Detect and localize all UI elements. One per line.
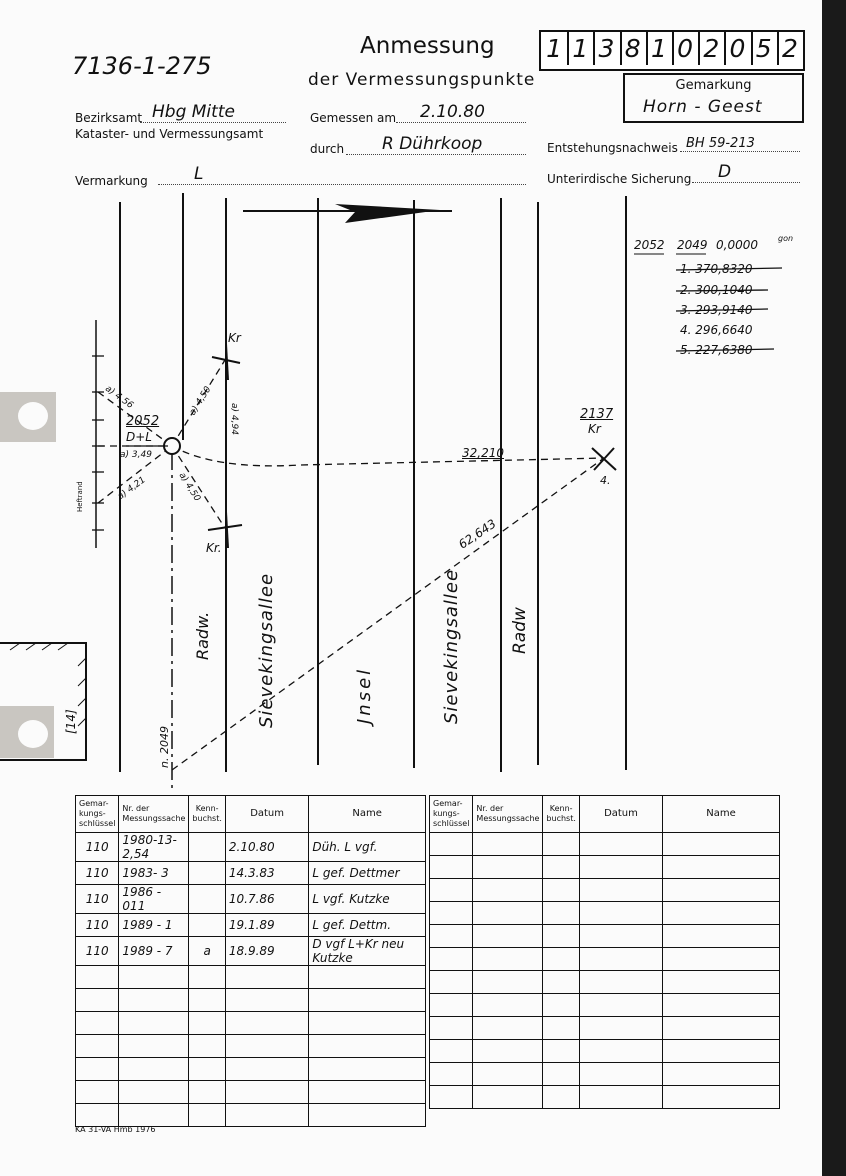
gemarkung-label: Gemarkung <box>675 78 752 93</box>
table-cell: L gef. Dettmer <box>309 862 426 885</box>
kataster-label: Kataster- und Vermessungsamt <box>75 127 264 141</box>
heftrand-label: Heftrand <box>76 481 84 512</box>
table-cell: 1986 - 011 <box>119 885 189 914</box>
table-cell <box>76 966 119 989</box>
point-number-digit: 1 <box>567 32 595 65</box>
point-number-digit: 8 <box>620 32 648 65</box>
coord-entry: 2. 300,1040 <box>680 283 753 297</box>
kr-label-bottom: Kr. <box>206 541 222 555</box>
table-cell <box>309 989 426 1012</box>
dist-upper-right: a) 4,50 <box>188 384 214 418</box>
table-cell <box>189 966 225 989</box>
table-cell <box>309 1012 426 1035</box>
table-cell <box>430 833 473 856</box>
table-cell: 1989 - 7 <box>119 937 189 966</box>
table-cell <box>663 948 780 971</box>
table-cell <box>473 902 543 925</box>
ref-point-number: 2137 <box>580 407 614 422</box>
table-cell <box>473 948 543 971</box>
table-row <box>430 1063 780 1086</box>
table-cell <box>473 879 543 902</box>
table-row <box>430 1040 780 1063</box>
table-header-cell: Kenn-buchst. <box>189 796 225 833</box>
point-number-digit: 5 <box>751 32 779 65</box>
table-cell <box>189 1035 225 1058</box>
dist-vertical: a) 4,94 <box>229 403 239 435</box>
table-row <box>76 989 426 1012</box>
table-cell <box>579 1063 662 1086</box>
point-number-digit: 0 <box>672 32 700 65</box>
table-cell <box>430 994 473 1017</box>
table-cell <box>473 1063 543 1086</box>
table-cell <box>430 971 473 994</box>
table-cell <box>543 925 579 948</box>
table-row <box>76 833 426 862</box>
table-header-cell: Kenn-buchst. <box>543 796 579 833</box>
table-cell <box>543 1017 579 1040</box>
table-cell <box>189 1012 225 1035</box>
table-header-cell: Gemar-kungs-schlüssel <box>430 796 473 833</box>
north-arrow <box>243 204 452 223</box>
table-cell <box>430 925 473 948</box>
table-cell: 1983- 3 <box>119 862 189 885</box>
table-cell <box>579 1086 662 1109</box>
table-cell <box>119 1035 189 1058</box>
table-row <box>76 1058 426 1081</box>
table-cell <box>543 1086 579 1109</box>
table-row <box>76 1012 426 1035</box>
table-cell: 10.7.86 <box>225 885 308 914</box>
table-cell <box>579 971 662 994</box>
table-cell <box>473 833 543 856</box>
table-cell <box>309 966 426 989</box>
table-cell <box>309 1035 426 1058</box>
coord-head-ref: 2049 <box>677 238 708 252</box>
table-cell <box>543 856 579 879</box>
table-cell <box>189 1104 225 1127</box>
table-cell <box>76 1035 119 1058</box>
table-cell <box>543 879 579 902</box>
measurement-table-right <box>429 795 780 1109</box>
point-number-digit: 0 <box>724 32 752 65</box>
street-label-sieveking-left: Sievekingsallee <box>256 572 277 728</box>
punch-hole-top <box>18 402 48 430</box>
table-row <box>430 833 780 856</box>
street-label-insel: Jnsel <box>354 666 375 724</box>
table-row <box>430 856 780 879</box>
table-cell: a <box>189 937 225 966</box>
dist-diagonal: 62,643 <box>456 516 499 552</box>
measurement-table-left <box>75 795 426 1127</box>
table-cell <box>543 994 579 1017</box>
table-cell <box>76 989 119 1012</box>
table-cell <box>430 856 473 879</box>
kr-crosses <box>208 344 616 548</box>
table-cell <box>225 1104 308 1127</box>
main-point-type: D+L <box>126 430 152 444</box>
table-row <box>430 1017 780 1040</box>
table-cell <box>225 1058 308 1081</box>
gemarkung-value: Horn - Geest <box>643 97 763 117</box>
table-cell <box>663 994 780 1017</box>
table-cell <box>473 856 543 879</box>
table-cell <box>430 948 473 971</box>
table-cell <box>119 1058 189 1081</box>
table-cell: 19.1.89 <box>225 914 308 937</box>
table-cell: 2.10.80 <box>225 833 308 862</box>
table-cell <box>189 885 225 914</box>
table-header-cell: Name <box>663 796 780 833</box>
table-cell: L vgf. Kutzke <box>309 885 426 914</box>
table-header-cell: Name <box>309 796 426 833</box>
file-reference: 7136-1-275 <box>72 52 212 80</box>
table-cell <box>76 1081 119 1104</box>
table-row <box>430 879 780 902</box>
table-row <box>430 902 780 925</box>
dist-horizontal: 32,210 <box>462 446 504 460</box>
table-cell <box>430 879 473 902</box>
table-cell <box>225 1035 308 1058</box>
table-cell <box>663 971 780 994</box>
table-cell <box>543 902 579 925</box>
table-cell: 110 <box>76 833 119 862</box>
table-row <box>430 925 780 948</box>
main-point-number: 2052 <box>126 414 160 429</box>
table-row <box>430 1086 780 1109</box>
durch-label: durch <box>310 142 345 156</box>
dist-lower-right: a) 4,50 <box>176 471 202 504</box>
table-cell <box>430 1063 473 1086</box>
street-label-radw-left: Radw. <box>193 611 212 660</box>
table-cell <box>189 1081 225 1104</box>
table-cell <box>543 1040 579 1063</box>
point-number-digit: 2 <box>698 32 726 65</box>
title-line-1: Anmessung <box>360 33 495 59</box>
table-cell <box>579 1040 662 1063</box>
table-row <box>430 994 780 1017</box>
ref-point-index: 4. <box>600 474 611 487</box>
table-cell <box>309 1081 426 1104</box>
kr-label-top: Kr <box>228 331 241 345</box>
table-row <box>76 966 426 989</box>
table-cell <box>225 989 308 1012</box>
dist-left: a) 3,49 <box>120 450 152 460</box>
table-row <box>76 937 426 966</box>
table-cell <box>579 833 662 856</box>
table-cell <box>76 1012 119 1035</box>
table-cell <box>663 879 780 902</box>
coord-head-value: 0,0000 <box>716 238 758 252</box>
table-row <box>76 1081 426 1104</box>
table-cell: D vgf L+Kr neu Kutzke <box>309 937 426 966</box>
entstehung-value: BH 59-213 <box>680 136 800 152</box>
table-cell <box>430 1040 473 1063</box>
table-cell <box>430 1017 473 1040</box>
bottom-point-label: n. 2049 <box>158 726 171 768</box>
table-cell <box>76 1058 119 1081</box>
table-header-cell: Datum <box>579 796 662 833</box>
table-row <box>430 948 780 971</box>
table-header-cell: Gemar-kungs-schlüssel <box>76 796 119 833</box>
table-cell: 1989 - 1 <box>119 914 189 937</box>
point-number-digit: 2 <box>781 34 798 63</box>
table-cell <box>663 833 780 856</box>
table-cell <box>309 1058 426 1081</box>
table-cell <box>189 914 225 937</box>
table-cell <box>473 1017 543 1040</box>
table-cell <box>663 1040 780 1063</box>
table-cell: 1980-13-2,54 <box>119 833 189 862</box>
table-cell <box>473 971 543 994</box>
table-cell <box>579 879 662 902</box>
sicherung-label: Unterirdische Sicherung <box>547 172 692 186</box>
point-number-digit: 1 <box>541 32 569 65</box>
gemessen-value: 2.10.80 <box>396 102 526 123</box>
dist-lower-left: a) 4,21 <box>116 475 148 503</box>
entstehung-label: Entstehungsnachweis <box>547 141 678 155</box>
table-cell <box>473 994 543 1017</box>
table-cell <box>189 1058 225 1081</box>
table-row <box>76 885 426 914</box>
coord-entry: 5. 227,6380 <box>680 343 753 357</box>
heftrand-ticks <box>92 356 104 530</box>
sicherung-value: D <box>692 162 800 183</box>
table-cell: Düh. L vgf. <box>309 833 426 862</box>
table-cell <box>225 1081 308 1104</box>
table-cell <box>473 1086 543 1109</box>
table-cell <box>119 1081 189 1104</box>
vermarkung-value: L <box>158 164 526 185</box>
title-line-2: der Vermessungspunkte <box>308 70 536 90</box>
table-cell <box>189 989 225 1012</box>
coord-entry: 4. 296,6640 <box>680 323 753 337</box>
table-cell <box>119 1012 189 1035</box>
vermarkung-label: Vermarkung <box>75 174 148 188</box>
table-cell: 110 <box>76 862 119 885</box>
table-cell: L gef. Dettm. <box>309 914 426 937</box>
table-cell <box>225 1012 308 1035</box>
table-cell: 110 <box>76 885 119 914</box>
table-header-cell: Nr. der Messungssache <box>119 796 189 833</box>
coord-head-unit: gon <box>778 234 794 243</box>
margin-box-label: [14] <box>64 709 78 734</box>
ref-point-type: Kr <box>588 422 601 436</box>
table-header-cell: Datum <box>225 796 308 833</box>
table-header-cell: Nr. der Messungssache <box>473 796 543 833</box>
table-cell <box>543 971 579 994</box>
table-cell <box>430 902 473 925</box>
form-id: KA 31-VA Hmb 1976 <box>75 1125 156 1134</box>
bezirksamt-label: Bezirksamt <box>75 111 143 125</box>
table-cell <box>663 1017 780 1040</box>
table-cell <box>430 1086 473 1109</box>
table-cell <box>663 925 780 948</box>
table-cell <box>579 925 662 948</box>
table-cell <box>579 948 662 971</box>
table-cell <box>119 966 189 989</box>
measure-lines <box>98 360 604 770</box>
table-cell <box>543 833 579 856</box>
table-cell <box>309 1104 426 1127</box>
dist-upper-left: a) 4,56 <box>103 384 135 411</box>
table-cell <box>543 1063 579 1086</box>
table-cell <box>663 1063 780 1086</box>
table-cell <box>663 1086 780 1109</box>
coord-entry: 3. 293,9140 <box>680 303 753 317</box>
point-number-digit: 3 <box>593 32 621 65</box>
gemessen-label: Gemessen am <box>310 111 397 125</box>
table-cell <box>225 966 308 989</box>
street-label-sieveking-right: Sievekingsallee <box>441 568 462 724</box>
table-cell <box>543 948 579 971</box>
table-cell <box>473 1040 543 1063</box>
coord-entry: 1. 370,8320 <box>680 262 753 276</box>
coord-head-point: 2052 <box>634 238 665 252</box>
table-cell: 18.9.89 <box>225 937 308 966</box>
table-cell <box>189 862 225 885</box>
table-cell: 110 <box>76 914 119 937</box>
bezirksamt-value: Hbg Mitte <box>140 102 286 123</box>
table-row <box>430 971 780 994</box>
table-cell <box>76 1104 119 1127</box>
table-cell <box>579 1017 662 1040</box>
table-row <box>76 914 426 937</box>
table-cell: 14.3.83 <box>225 862 308 885</box>
table-cell <box>579 856 662 879</box>
table-row <box>76 862 426 885</box>
punch-hole-bottom <box>18 720 48 748</box>
table-cell: 110 <box>76 937 119 966</box>
table-cell <box>119 1104 189 1127</box>
table-cell <box>663 856 780 879</box>
table-row <box>76 1035 426 1058</box>
durch-value: R Dührkoop <box>346 134 526 155</box>
table-cell <box>579 994 662 1017</box>
street-label-radw-right: Radw <box>510 607 530 654</box>
table-cell <box>579 902 662 925</box>
table-cell <box>119 989 189 1012</box>
table-cell <box>663 902 780 925</box>
table-cell <box>473 925 543 948</box>
table-row <box>76 1104 426 1127</box>
point-number-digit: 1 <box>646 32 674 65</box>
table-cell <box>189 833 225 862</box>
